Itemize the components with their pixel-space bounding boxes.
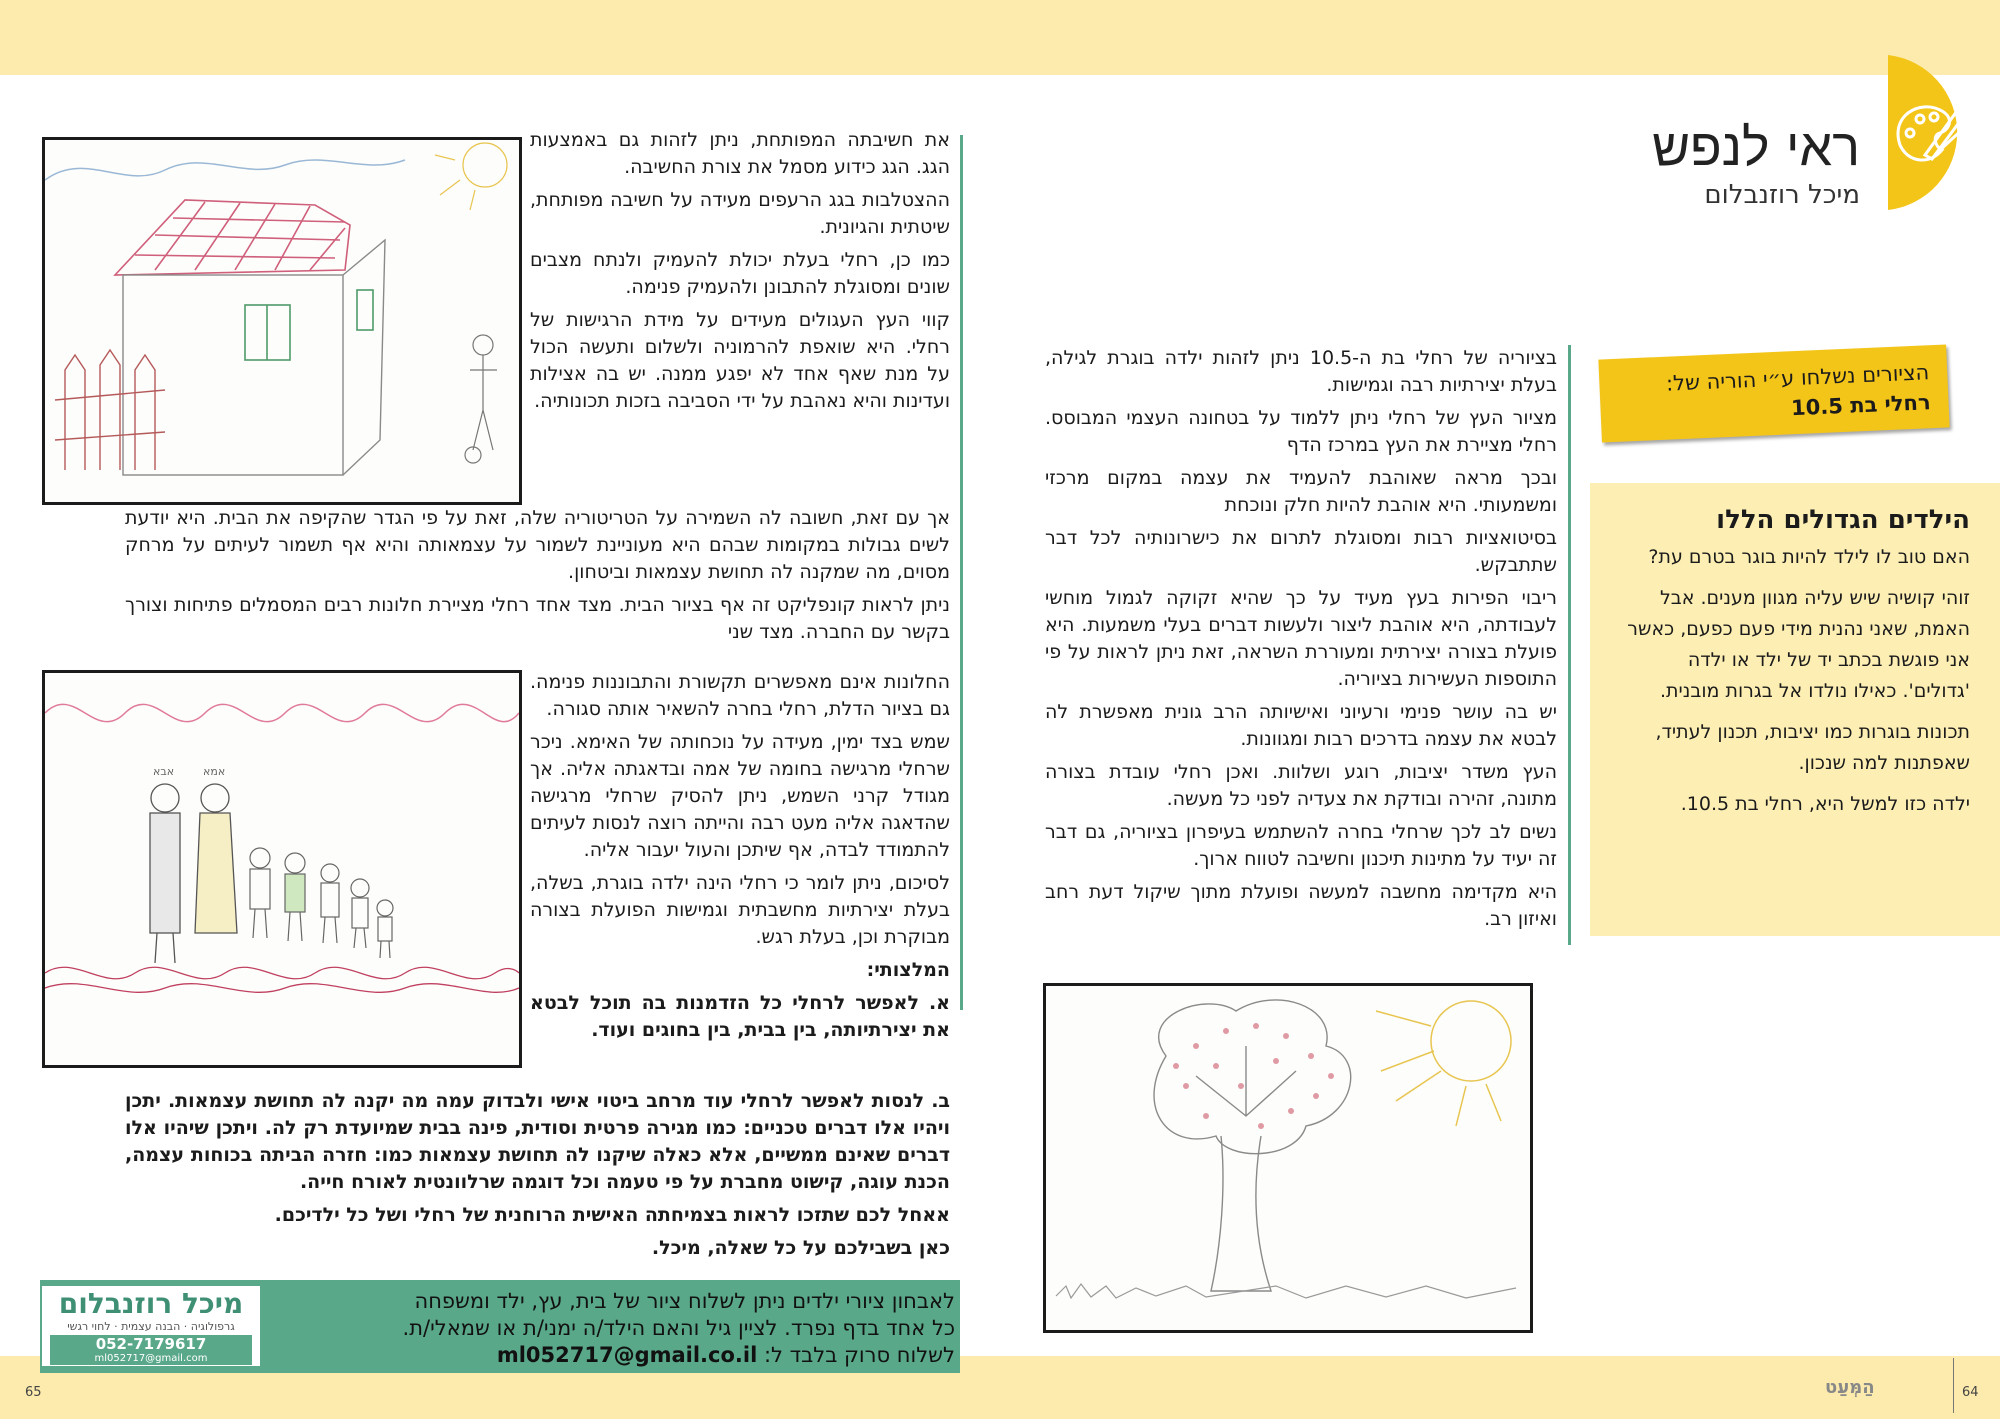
palette-badge-icon (1880, 55, 2000, 210)
paragraph: ניתן לראות קונפליקט זה אף בציור הבית. מצד אחד רחלי מציירת חלונות רבים המסמלים פתיחות וצורך בקשר עם החברה. מצד שני (125, 594, 950, 643)
sidebar-paragraph: האם טוב לו לילד להיות בוגר בטרם עת? (1648, 546, 1970, 568)
ad-line: לאבחון ציורי ילדים ניתן לשלוח ציור של בית, עץ, ילד ומשפחה (414, 1289, 955, 1313)
paragraph: שמש בצד ימין, מעידה על נוכחותה של האימא. ניכר שרחלי מרגישה בחומה של אמה ובדאגתה אליה. אך מגודל קרני השמש, ניתן להסיק שרחלי מרגישה שהדאגה אליה מעט רבה והייתה רוצה לנסות לעיתים להתמודד לבדה, אף שיתכן והעול יעבור אליה. (530, 731, 950, 861)
column-rule (1568, 345, 1571, 945)
sidebar-paragraph: תכונות בוגרות כמו יציבות, תכנון לעתיד, שאפתנות למה שנכון. (1655, 721, 1970, 774)
right-column-text (1045, 345, 1557, 939)
sidebar-box (1590, 483, 2000, 936)
page-number-left: 65 (25, 1385, 42, 1400)
closing-line: אאחל לכם שתזכו לראות בצמיחתה האישית הרוחנית של רחלי ושל כל ילדיכם. (274, 1204, 950, 1226)
ad-tagline: גרפולוגיה · הבנה עצמית · לחוי רגשי (67, 1320, 235, 1333)
sent-by-name: רחלי בת 10.5 (1790, 390, 1932, 421)
paragraph: העץ משדר יציבות, רוגע ושלוות. ואכן רחלי עובדת בצורה מתונה, זהירה ובודקת את צעדיה לפני כל מעשה. (1045, 761, 1557, 810)
top-band (0, 0, 2000, 75)
ad-line-prefix: לשלוח סרוק בלבד ל: (763, 1343, 955, 1367)
ad-text (265, 1288, 955, 1369)
tree-sketch (1046, 986, 1530, 1330)
left-column-narrow-2 (530, 669, 950, 1050)
ad-name: מיכל רוזנבלום (58, 1287, 244, 1320)
house-fence (55, 350, 165, 470)
ad-line: כל אחד בדף נפרד. לציין גיל והאם הילד/ה ימני/ת או שמאלי/ת. (402, 1316, 955, 1340)
recommendation-a: א. לאפשר לרחלי כל הזדמנות בה תוכל לבטא את יצירתיותה, בין בבית, בין בחוגים ועוד. (530, 992, 950, 1041)
left-column-narrow-1 (530, 127, 950, 421)
paragraph: אך עם זאת, חשובה לה השמירה על הטריטוריה שלה, זאת על פי הגדר שהקיפה את הבית. היא יודעת לשים גבולות במקומות שבהם היא מעוניינת לשמור על עצמאותה והיא אף תשמור לעיתים על מרחק מסוים, מה שמקנה לה תחושת עצמאות וביטחון. (125, 507, 950, 583)
footer-divider (1953, 1358, 1954, 1413)
column-rule (960, 135, 963, 1010)
paragraph: ההצטלבות בגג הרעפים מעידה על חשיבה מפותחת, שיטתית והגיונית. (530, 189, 950, 238)
tree-drawing (1043, 983, 1533, 1333)
ad-business-card (40, 1284, 262, 1368)
ad-phone: 052-7179617 (50, 1335, 252, 1353)
page-number-right: 64 (1962, 1385, 1979, 1400)
page-title: ראי לנפש (1652, 118, 1860, 178)
paragraph: לסיכום, ניתן לומר כי רחלי הינה ילדה בוגרת, בשלה, בעלת יצירתיות מחשבתית וגמישות הפועלת בצורה מבוקרת וכן, בעלת רגש. (530, 872, 950, 948)
paragraph: מציור העץ של רחלי ניתן ללמוד על בטחונה העצמי המבוסס. רחלי מציירת את העץ במרכז הדף (1045, 407, 1557, 456)
ad-line (265, 1342, 955, 1369)
paragraph: ובכך מראה שאוהבת להעמיד את עצמה במקום מרכזי ומשמעותי. היא אוהבת להיות חלק ונוכחת (1045, 467, 1557, 516)
paragraph: בציוריה של רחלי בת ה-10.5 ניתן לזהות ילדה בוגרת לגילה, בעלת יצירתיות רבה וגמישות. (1045, 347, 1557, 396)
child-figure (465, 335, 497, 463)
paragraph: היא מקדימה מחשבה למעשה ופועלת מתוך שיקול דעת רחב ואיזון רב. (1045, 881, 1557, 930)
sidebar-heading: הילדים הגדולים הללו (1716, 505, 1970, 535)
paragraph: קווי העץ העגולים מעידים על מידת הרגישות של רחלי. היא שואפת להרמוניה ולשלום ותעשה הכול על מנת שאף אחד לא יפגע ממנה. יש בה אצילות ועדינות והיא נאהבת על ידי הסביבה בזכות תכונותיה. (530, 309, 950, 412)
family-label-mother: אמא (203, 765, 226, 778)
house-window (245, 290, 373, 360)
sidebar-paragraph: זוהי קושיה שיש עליה מגוון מענים. אבל האמת, שאני נהנית מידי פעם כפעם, כאשר אני פוגשת בכתב יד של ילד או ילדה 'גדולים'. כאילו נולדו אל בגרות מובנית. (1627, 587, 1970, 702)
ad-email-link[interactable]: ml052717@gmail.co.il (496, 1343, 758, 1367)
paragraph: את חשיבתה המפותחת, ניתן לזהות גם באמצעות הגג. הגג כידוע מסמל את צורת החשיבה. (530, 129, 950, 178)
paragraph: ריבוי הפירות בעץ מעיד על כך שהיא זקוקה לגמול מוחשי לעבודתה, היא אוהבת ליצור ולעשות דברים בעלי משמעות. היא פועלת בצורה יצירתית ומעוררת השראה, זאת ניתן לראות על פי התוספות העשירות בציוריה. (1045, 587, 1557, 690)
closing-signature: כאן בשבילכם על כל שאלה, מיכל. (651, 1237, 950, 1259)
house-roof (115, 200, 350, 275)
author-name: מיכל רוזנבלום (1704, 180, 1860, 210)
family-label-father: אבא (153, 765, 175, 778)
sent-by-line: הציורים נשלחו ע״י הוריה של: (1665, 360, 1930, 396)
sent-by-box (1598, 344, 1949, 442)
footer-logo: הַמְּעַט (1825, 1377, 1875, 1398)
recommendations-heading: המלצותי: (866, 959, 950, 981)
paragraph: החלונות אינם מאפשרים תקשורת והתבוננות פנימה. גם בציור הדלת, רחלי בחרה להשאיר אותה סגורה. (530, 671, 950, 720)
tree-fruits (1173, 1023, 1334, 1129)
family-drawing (42, 670, 522, 1068)
paragraph: יש בה עושר פנימי ורעיוני ואישיותה הרב גונית מאפשרת לה לבטא את עצמה בדרכים רבות ומגוונות. (1045, 701, 1557, 750)
house-sketch (45, 140, 519, 502)
left-column-wide-2 (125, 1088, 950, 1268)
paragraph: בסיטואציות רבות ומסוגלת לתרום את כישרונותיה לכל דבר שתתבקש. (1045, 527, 1557, 576)
recommendation-b: ב. לנסות לאפשר לרחלי עוד מרחב ביטוי אישי ולבדוק עמה מה יקנה לה תחושת עצמאות. יתכן ויהיו אלו דברים טכניים: כמו מגירה פרטית וסודית, פינה בבית שמיועדת רק לה. ויתכן שיהיו אלו דברים שאינם ממשיים, אלא כאלה שיקנו לה תחושת עצמאות כמו: חזרה הביתה בכוחות עצמה, הכנת עוגה, קישוט מחברת על פי טעמה וכל דוגמה שרלוונטית לאורח חייה. (125, 1090, 950, 1193)
sidebar-paragraph: ילדה כזו למשל היא, רחלי בת 10.5. (1680, 793, 1970, 815)
paragraph: כמו כן, רחלי בעלת יכולת להעמיק ולנתח מצבים שונים ומסוגלת להתבונן ולהעמיק פנימה. (530, 249, 950, 298)
paragraph: נשים לב לכך שרחלי בחרה להשתמש בעיפרון בציוריה, גם דבר זה יעיד על מתינות תיכנון וחשיבה לטווח ארוך. (1045, 821, 1557, 870)
left-column-wide-1 (125, 505, 950, 652)
ad-email-small: ml052717@gmail.com (50, 1353, 252, 1365)
house-drawing (42, 137, 522, 505)
family-sketch (45, 673, 519, 1065)
